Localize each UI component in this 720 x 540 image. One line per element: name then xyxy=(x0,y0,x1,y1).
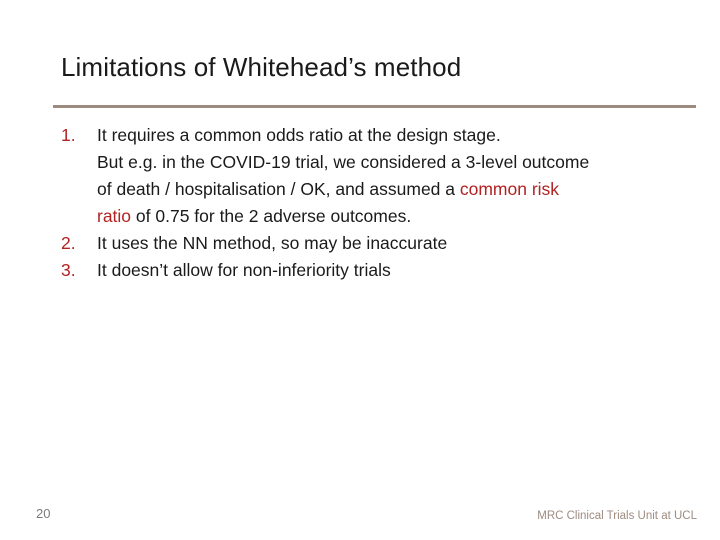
list-item-text: It doesn’t allow for non-inferiority trials xyxy=(97,260,391,280)
list-item-text: of 0.75 for the 2 adverse outcomes. xyxy=(131,206,412,226)
list-item-text-mixed xyxy=(97,203,701,230)
list-item-text: It requires a common odds ratio at the design stage. xyxy=(97,125,501,145)
limitations-list xyxy=(61,122,701,284)
highlight-text: common risk xyxy=(459,179,560,199)
list-item-text: But e.g. in the COVID-19 trial, we considered a 3-level outcome xyxy=(97,152,590,172)
page-number: 20 xyxy=(36,506,51,521)
list-item-number: 2. xyxy=(61,233,76,253)
list-item-number: 1. xyxy=(61,125,76,145)
list-item-text: It uses the NN method, so may be inaccurate xyxy=(97,233,448,253)
slide-title: Limitations of Whitehead’s method xyxy=(61,52,462,82)
list-item-number: 3. xyxy=(61,260,76,280)
list-item xyxy=(61,257,701,284)
list-item-text-mixed xyxy=(97,176,701,203)
footer-organization: MRC Clinical Trials Unit at UCL xyxy=(537,510,697,522)
title-divider xyxy=(53,105,696,108)
list-item-text: of death / hospitalisation / OK, and assumed a xyxy=(97,179,460,199)
list-item xyxy=(61,122,701,230)
highlight-text: ratio xyxy=(97,206,132,226)
list-item xyxy=(61,230,701,257)
